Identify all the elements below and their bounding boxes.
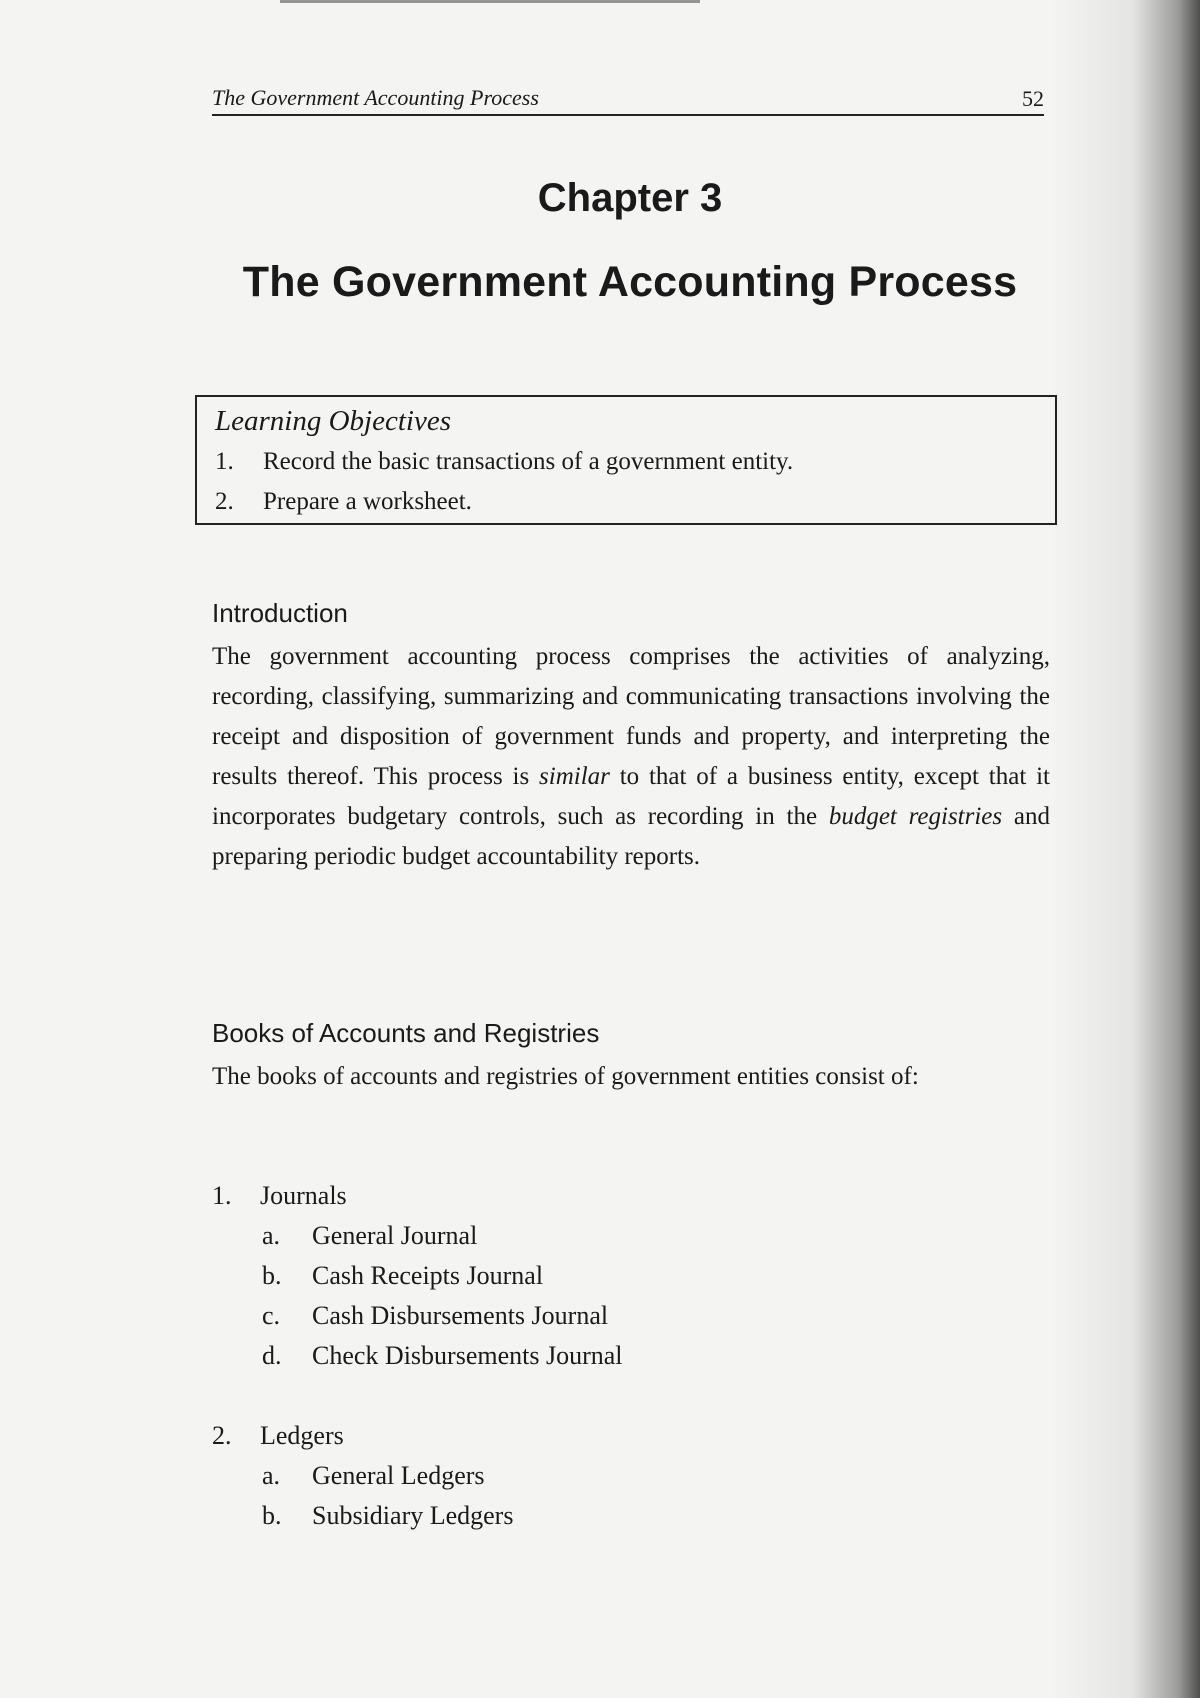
ledgers-list: [212, 1416, 912, 1536]
running-title: The Government Accounting Process: [212, 85, 539, 110]
objective-item: [215, 482, 1055, 522]
sub-list-letter: b.: [262, 1261, 282, 1290]
intro-emphasis-budget-registries: budget registries: [828, 803, 1003, 830]
sub-list-text: Cash Receipts Journal: [312, 1261, 544, 1290]
chapter-label: Chapter 3: [537, 176, 723, 220]
sub-list-letter: c.: [262, 1301, 281, 1330]
sub-list-item: [212, 1336, 912, 1376]
objective-number: 2.: [215, 488, 234, 515]
books-intro-paragraph: The books of accounts and registries of government entities consist of:: [212, 1063, 919, 1090]
list-label: Journals: [260, 1181, 347, 1210]
list-item: [212, 1416, 912, 1456]
sub-list-letter: d.: [262, 1341, 282, 1370]
page-number: 52: [1022, 86, 1044, 111]
sub-list-text: Cash Disbursements Journal: [312, 1301, 609, 1330]
sub-list-letter: a.: [262, 1461, 281, 1490]
list-number: 2.: [212, 1421, 232, 1450]
intro-emphasis-similar: similar: [539, 763, 610, 790]
list-item: [212, 1176, 912, 1216]
sub-list-text: General Ledgers: [312, 1461, 485, 1490]
sub-list-text: Check Disbursements Journal: [312, 1341, 623, 1370]
objective-number: 1.: [215, 448, 234, 475]
objective-text: Record the basic transactions of a government entity.: [263, 448, 794, 475]
list-label: Ledgers: [260, 1421, 344, 1450]
intro-text-part: and preparing periodic budget accountability reports.: [212, 803, 1050, 870]
objective-text: Prepare a worksheet.: [263, 488, 472, 515]
sub-list-item: [212, 1496, 912, 1536]
books-heading: Books of Accounts and Registries: [212, 1018, 600, 1048]
sub-list-text: General Journal: [312, 1221, 478, 1250]
intro-text-part: The government accounting process comprises the activities of analyzing, recording, classifying, summarizing and communicating transactions involving the receipt and disposition of government funds and property, and interpreting the results thereof. This process is: [212, 643, 1050, 790]
sub-list-item: [212, 1456, 912, 1496]
objective-item: [215, 442, 1055, 482]
running-header: [212, 82, 1044, 116]
journals-list: [212, 1176, 912, 1376]
introduction-paragraph: [212, 637, 1050, 877]
list-number: 1.: [212, 1181, 232, 1210]
sub-list-text: Subsidiary Ledgers: [312, 1501, 514, 1530]
sub-list-letter: b.: [262, 1501, 282, 1530]
sub-list-item: [212, 1216, 912, 1256]
sub-list-letter: a.: [262, 1221, 281, 1250]
introduction-section: [212, 598, 1050, 877]
sub-list-item: [212, 1296, 912, 1336]
chapter-title: The Government Accounting Process: [242, 258, 1018, 306]
book-spine-shadow: [1050, 0, 1200, 1698]
books-section: [212, 1018, 1050, 1097]
learning-objectives-heading: Learning Objectives: [215, 405, 451, 437]
introduction-heading: Introduction: [212, 598, 348, 628]
sub-list-item: [212, 1256, 912, 1296]
top-edge-rule: [280, 0, 700, 3]
learning-objectives-box: [195, 395, 1057, 525]
intro-text-part: to that of a business entity, except that it incorporates budgetary controls, such as recording in the: [212, 763, 1050, 830]
